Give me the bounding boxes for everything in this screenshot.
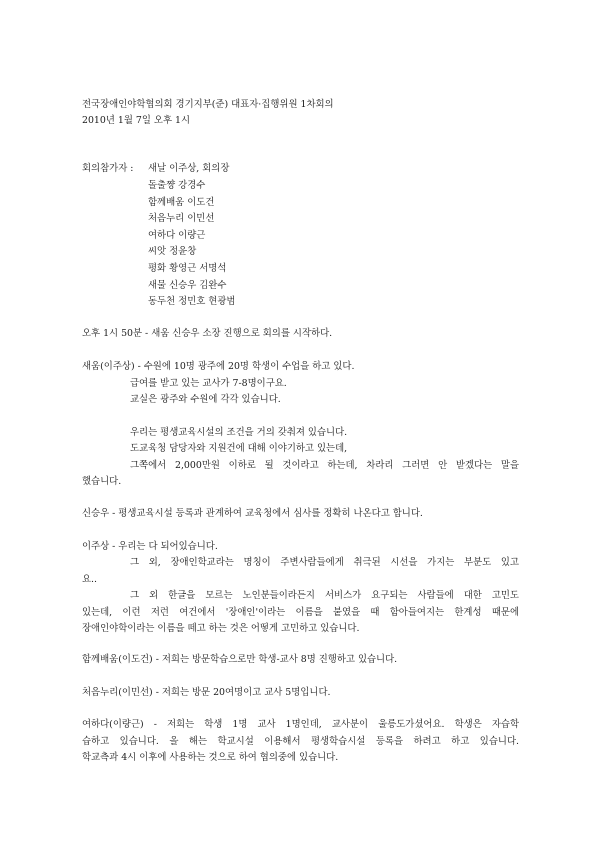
ijusang-line: 요.. bbox=[82, 574, 98, 585]
saeum-line: 도교육청 담당자와 지원건에 대해 이야기하고 있는데, bbox=[130, 443, 348, 454]
saeum-line: 교실은 광주와 수원에 각각 있습니다. bbox=[130, 394, 281, 405]
attendee-item: 새물 신승우 김완수 bbox=[148, 280, 227, 291]
saeum-line: 급여를 받고 있는 교사가 7-8명이구요. bbox=[130, 378, 287, 389]
attendee-item: 처음누리 이민선 bbox=[148, 213, 215, 224]
yeohada-line: 학교측과 4시 이후에 사용하는 것으로 하여 협의중에 있습니다. bbox=[82, 752, 339, 763]
saeum-line: 했습니다. bbox=[82, 476, 122, 487]
meeting-datetime: 2010년 1월 7일 오후 1시 bbox=[82, 115, 191, 126]
attendee-item: 새날 이주상, 회의장 bbox=[148, 163, 230, 174]
opening-line: 오후 1시 50분 - 새움 신승우 소장 진행으로 회의를 시작하다. bbox=[82, 328, 333, 339]
attendees-label: 회의참가자 : bbox=[82, 163, 134, 174]
ijusang-speaker-line: 이주상 - 우리는 다 되어있습니다. bbox=[82, 541, 218, 552]
ijusang-line: 장애인야학이라는 이름을 떼고 하는 것은 어떻게 고민하고 있습니다. bbox=[82, 623, 360, 634]
ijusang-line: 있는데, 이런 저런 여건에서 '장애인'이라는 이름을 붙였을 때 함아들여지는 한계성 때문에 bbox=[82, 607, 519, 618]
ijusang-line: 그 외, 장애인학교라는 명칭이 주변사람들에게 취극된 시선을 가지는 부분도 있고 bbox=[130, 557, 519, 568]
attendee-item: 함께배움 이도건 bbox=[148, 197, 215, 208]
saeum-speaker-line: 새움(이주상) - 수원에 10명 광주에 20명 학생이 수업을 하고 있다. bbox=[82, 361, 355, 372]
saeum-line: 우리는 평생교육시설의 조건을 거의 갖춰져 있습니다. bbox=[130, 427, 348, 438]
saeum-line: 그쪽에서 2,000만원 이하로 될 것이라고 하는데, 차라리 그러면 안 받겠다는 말을 bbox=[130, 460, 519, 471]
attendee-item: 씨앗 정윤창 bbox=[148, 246, 197, 257]
meeting-title: 전국장애인야학협의회 경기지부(준) 대표자·집행위원 1차회의 bbox=[82, 99, 334, 110]
attendee-item: 평화 황영근 서명석 bbox=[148, 263, 227, 274]
attendee-item: 동두천 정민호 현광범 bbox=[148, 296, 236, 307]
ijusang-line: 그 외 한글을 모르는 노인분들이라든지 서비스가 요구되는 사람들에 대한 고민도 bbox=[130, 590, 519, 601]
hamkke-line: 함께배움(이도건) - 저희는 방문학습으로만 학생-교사 8명 진행하고 있습니다. bbox=[82, 654, 398, 665]
yeohada-line: 습하고 있습니다. 올 해는 학교시설 이용해서 평생학습시설 등록을 하려고 하고 있습니다. bbox=[82, 736, 519, 747]
yeohada-line: 여하다(이량근) - 저희는 학생 1명 교사 1명인데, 교사분이 울릉도가셨어요. 학생은 자습학 bbox=[82, 719, 519, 730]
attendee-item: 돌출쨩 강경수 bbox=[148, 180, 206, 191]
cheoeum-line: 처음누리(이민선) - 저희는 방문 20여명이고 교사 5명입니다. bbox=[82, 687, 331, 698]
attendee-item: 여하다 이량근 bbox=[148, 230, 206, 241]
sinseungwoo-line: 신승우 - 평생교육시설 등록과 관계하여 교육청에서 심사를 정확히 나온다고 합니다. bbox=[82, 508, 423, 519]
